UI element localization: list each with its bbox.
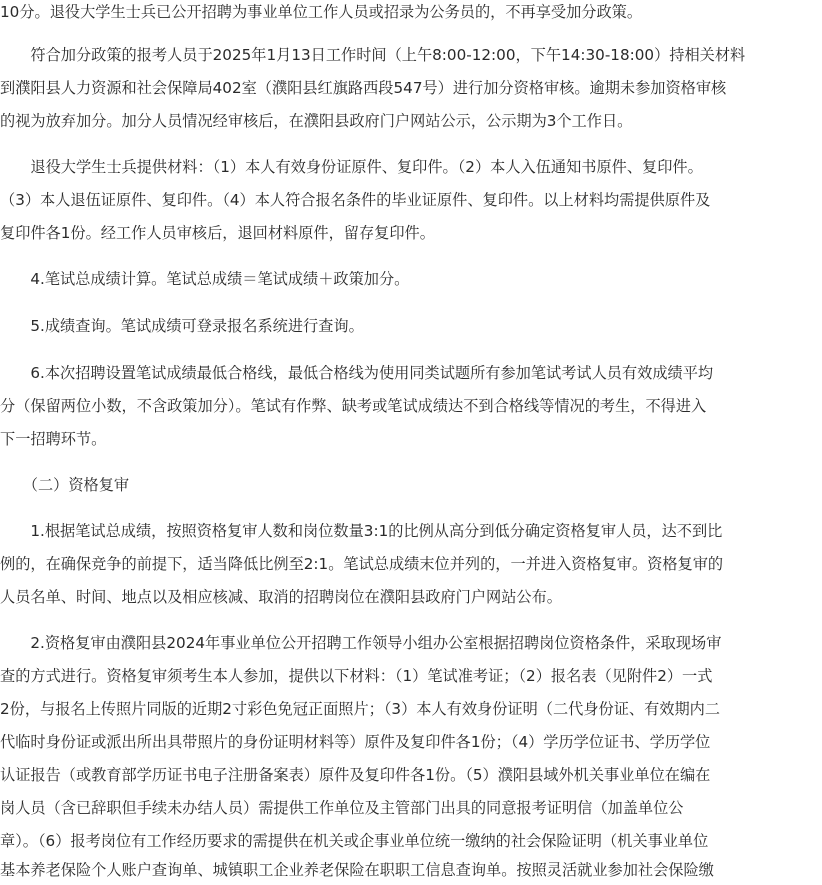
text-line: 5.成绩查询。笔试成绩可登录报名系统进行查询。 (0, 317, 364, 335)
text-line: 查的方式进行。资格复审须考生本人参加，提供以下材料：（1）笔试准考证；（2）报名表（见附件2）一式 (0, 667, 713, 685)
text-line: 1.根据笔试总成绩，按照资格复审人数和岗位数量3:1的比例从高分到低分确定资格复审人员，达不到比 (0, 522, 723, 540)
text-line: 人员名单、时间、地点以及相应核减、取消的招聘岗位在濮阳县政府门户网站公布。 (0, 588, 562, 606)
text-line: 到濮阳县人力资源和社会保障局402室（濮阳县红旗路西段547号）进行加分资格审核。逾期未参加资格审核 (0, 79, 727, 97)
text-line: 例的，在确保竞争的前提下，适当降低比例至2:1。笔试总成绩末位并列的，一并进入资格复审。资格复审的 (0, 555, 724, 573)
text-line: 代临时身份证或派出所出具带照片的身份证明材料等）原件及复印件各1份；（4）学历学位证书、学历学位 (0, 733, 711, 751)
text-line: 分（保留两位小数，不含政策加分）。笔试有作弊、缺考或笔试成绩达不到合格线等情况的考生，不得进入 (0, 397, 707, 415)
text-line: 岗人员（含已辞职但手续未办结人员）需提供工作单位及主管部门出具的同意报考证明信（加盖单位公 (0, 799, 684, 817)
text-line: （3）本人退伍证原件、复印件。（4）本人符合报名条件的毕业证原件、复印件。以上材料均需提供原件及 (0, 191, 711, 209)
text-line: 基本养老保险个人账户查询单、城镇职工企业养老保险在职职工信息查询单。按照灵活就业参加社会保险缴 (0, 861, 714, 879)
text-line: 4.笔试总成绩计算。笔试总成绩＝笔试成绩＋政策加分。 (0, 270, 410, 288)
text-line: 章）。（6）报考岗位有工作经历要求的需提供在机关或企事业单位统一缴纳的社会保险证明（机关事业单位 (0, 832, 709, 850)
text-line: 6.本次招聘设置笔试成绩最低合格线，最低合格线为使用同类试题所有参加笔试考试人员有效成绩平均 (0, 364, 714, 382)
text-line: 退役大学生士兵提供材料：（1）本人有效身份证原件、复印件。（2）本人入伍通知书原件、复印件。 (0, 158, 703, 176)
text-line: 2份，与报名上传照片同版的近期2寸彩色免冠正面照片；（3）本人有效身份证明（二代身份证、有效期内二 (0, 700, 721, 718)
text-line: 复印件各1份。经工作人员审核后，退回材料原件，留存复印件。 (0, 224, 435, 242)
text-line: 符合加分政策的报考人员于2025年1月13日工作时间（上午8:00-12:00，下午14:30-18:00）持相关材料 (0, 46, 746, 64)
text-line: 10分。退役大学生士兵已公开招聘为事业单位工作人员或招录为公务员的，不再享受加分政策。 (0, 3, 643, 21)
section-heading: （二）资格复审 (0, 476, 130, 494)
text-line: 认证报告（或教育部学历证书电子注册备案表）原件及复印件各1份。（5）濮阳县域外机关事业单位在编在 (0, 766, 711, 784)
text-line: 的视为放弃加分。加分人员情况经审核后，在濮阳县政府门户网站公示，公示期为3个工作日。 (0, 112, 633, 130)
text-line: 2.资格复审由濮阳县2024年事业单位公开招聘工作领导小组办公室根据招聘岗位资格条件，采取现场审 (0, 634, 722, 652)
text-line: 下一招聘环节。 (0, 430, 107, 448)
